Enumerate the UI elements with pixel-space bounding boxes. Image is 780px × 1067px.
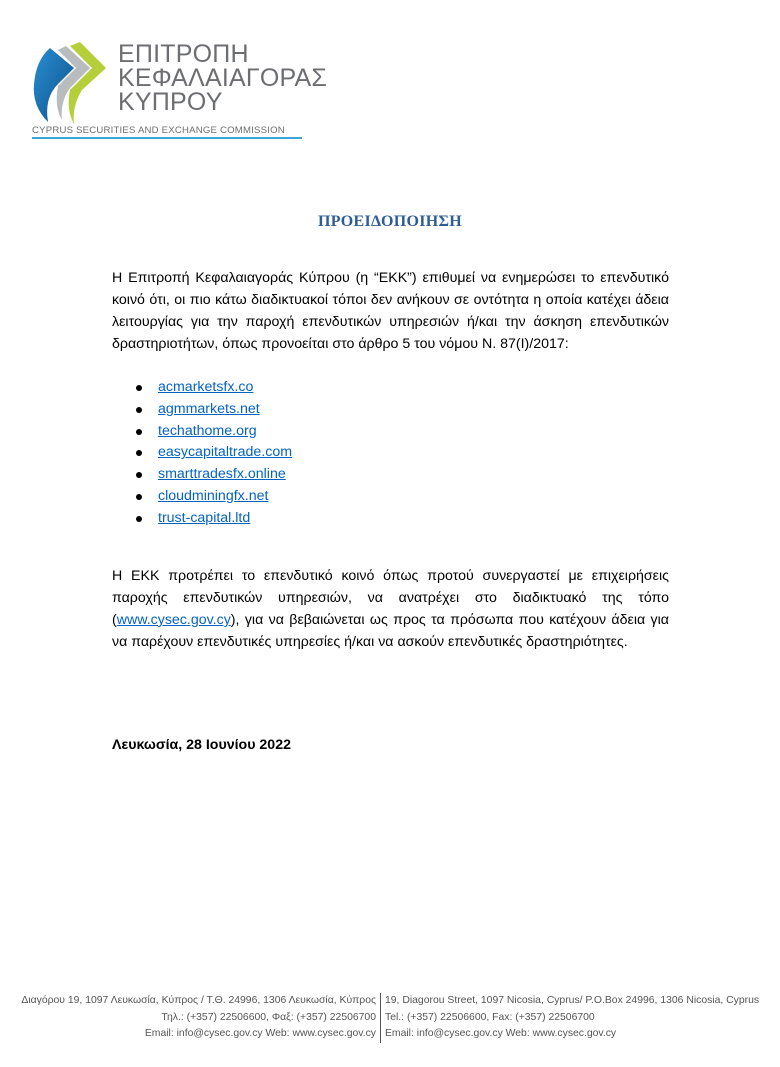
website-link[interactable]: agmmarkets.net <box>158 400 260 417</box>
logo-underline <box>32 137 302 139</box>
footer-greek <box>21 993 376 1043</box>
website-link[interactable]: techathome.org <box>158 422 257 439</box>
advice-paragraph <box>112 565 669 653</box>
website-link[interactable]: acmarketsfx.co <box>158 379 254 395</box>
website-link[interactable]: trust-capital.ltd <box>158 509 251 526</box>
list-item <box>133 377 292 399</box>
list-item <box>133 464 292 486</box>
footer-divider <box>380 993 381 1043</box>
cysec-website-link[interactable]: www.cysec.gov.cy <box>116 612 231 628</box>
bullet-icon <box>136 472 142 478</box>
footer-greek-address: Διαγόρου 19, 1097 Λευκωσία, Κύπρος / Τ.Θ. 24996, 1306 Λευκωσία, Κύπρος <box>21 995 376 1006</box>
bullet-icon <box>136 494 142 500</box>
cysec-chevron-logo-icon <box>30 40 110 125</box>
footer-english-contact: Email: info@cysec.gov.cy Web: www.cysec.gov.cy <box>385 1028 617 1039</box>
bullet-icon <box>136 429 142 435</box>
bullet-icon <box>136 407 142 413</box>
bullet-icon <box>136 450 142 456</box>
bullet-icon <box>136 385 142 391</box>
advice-text-before: Η ΕΚΚ προτρέπει το επενδυτικό κοινό όπως προτού συνεργαστεί με επιχειρήσεις παροχής επενδυτικών υπηρεσιών, να ανατρέχει στο διαδικτυακό της τόπο ( <box>112 568 669 628</box>
footer-english <box>385 993 759 1043</box>
list-item <box>133 486 292 508</box>
footer-english-phone: Tel.: (+357) 22506600, Fax: (+357) 22506700 <box>385 1011 595 1023</box>
list-item <box>133 508 292 530</box>
list-item <box>133 399 292 421</box>
logo-subtitle: CYPRUS SECURITIES AND EXCHANGE COMMISSION <box>32 125 285 136</box>
cysec-logo <box>30 38 328 143</box>
footer-greek-phone: Τηλ.: (+357) 22506600, Φαξ: (+357) 22506700 <box>161 1011 376 1023</box>
logo-line-3: ΚΥΠΡΟΥ <box>118 88 223 116</box>
page-title: ΠΡΟΕΙΔΟΠΟΙΗΣΗ <box>317 213 463 230</box>
website-link[interactable]: easycapitaltrade.com <box>158 444 293 461</box>
intro-paragraph: Η Επιτροπή Κεφαλαιαγοράς Κύπρου (η “ΕΚΚ”) επιθυμεί να ενημερώσει το επενδυτικό κοινό ότι, οι πιο κάτω διαδικτυακοί τόποι δεν ανήκουν σε οντότητα η οποία κατέχει άδεια λειτουργίας για την παροχή επενδυτικών υπηρεσιών ή/και την άσκηση επενδυτικών δραστηριοτήτων, όπως προνοείται στο άρθρο 5 του νόμου Ν. 87(Ι)/2017: <box>112 270 669 352</box>
logo-line-1: ΕΠΙΤΡΟΠΗ <box>118 40 249 68</box>
footer-english-address: 19, Diagorou Street, 1097 Nicosia, Cyprus/ P.O.Box 24996, 1306 Nicosia, Cyprus <box>385 995 760 1006</box>
advice-text-after: ), για να βεβαιώνεται ως προς τα πρόσωπα που κατέχουν άδεια για να παρέχουν επενδυτικές υπηρεσίες ή/και να ασκούν επενδυτικές δραστηριότητες. <box>112 612 669 650</box>
list-item <box>133 421 292 443</box>
website-link[interactable]: cloudminingfx.net <box>158 487 269 504</box>
date-line: Λευκωσία, 28 Ιουνίου 2022 <box>112 737 291 753</box>
bullet-icon <box>136 516 142 522</box>
list-item <box>133 442 292 464</box>
website-link[interactable]: smarttradesfx.online <box>158 466 286 483</box>
website-list <box>133 377 292 530</box>
logo-name <box>118 42 327 114</box>
footer-greek-contact: Email: info@cysec.gov.cy Web: www.cysec.gov.cy <box>144 1028 376 1039</box>
logo-line-2: ΚΕΦΑΛΑΙΑΓΟΡΑΣ <box>118 64 328 92</box>
